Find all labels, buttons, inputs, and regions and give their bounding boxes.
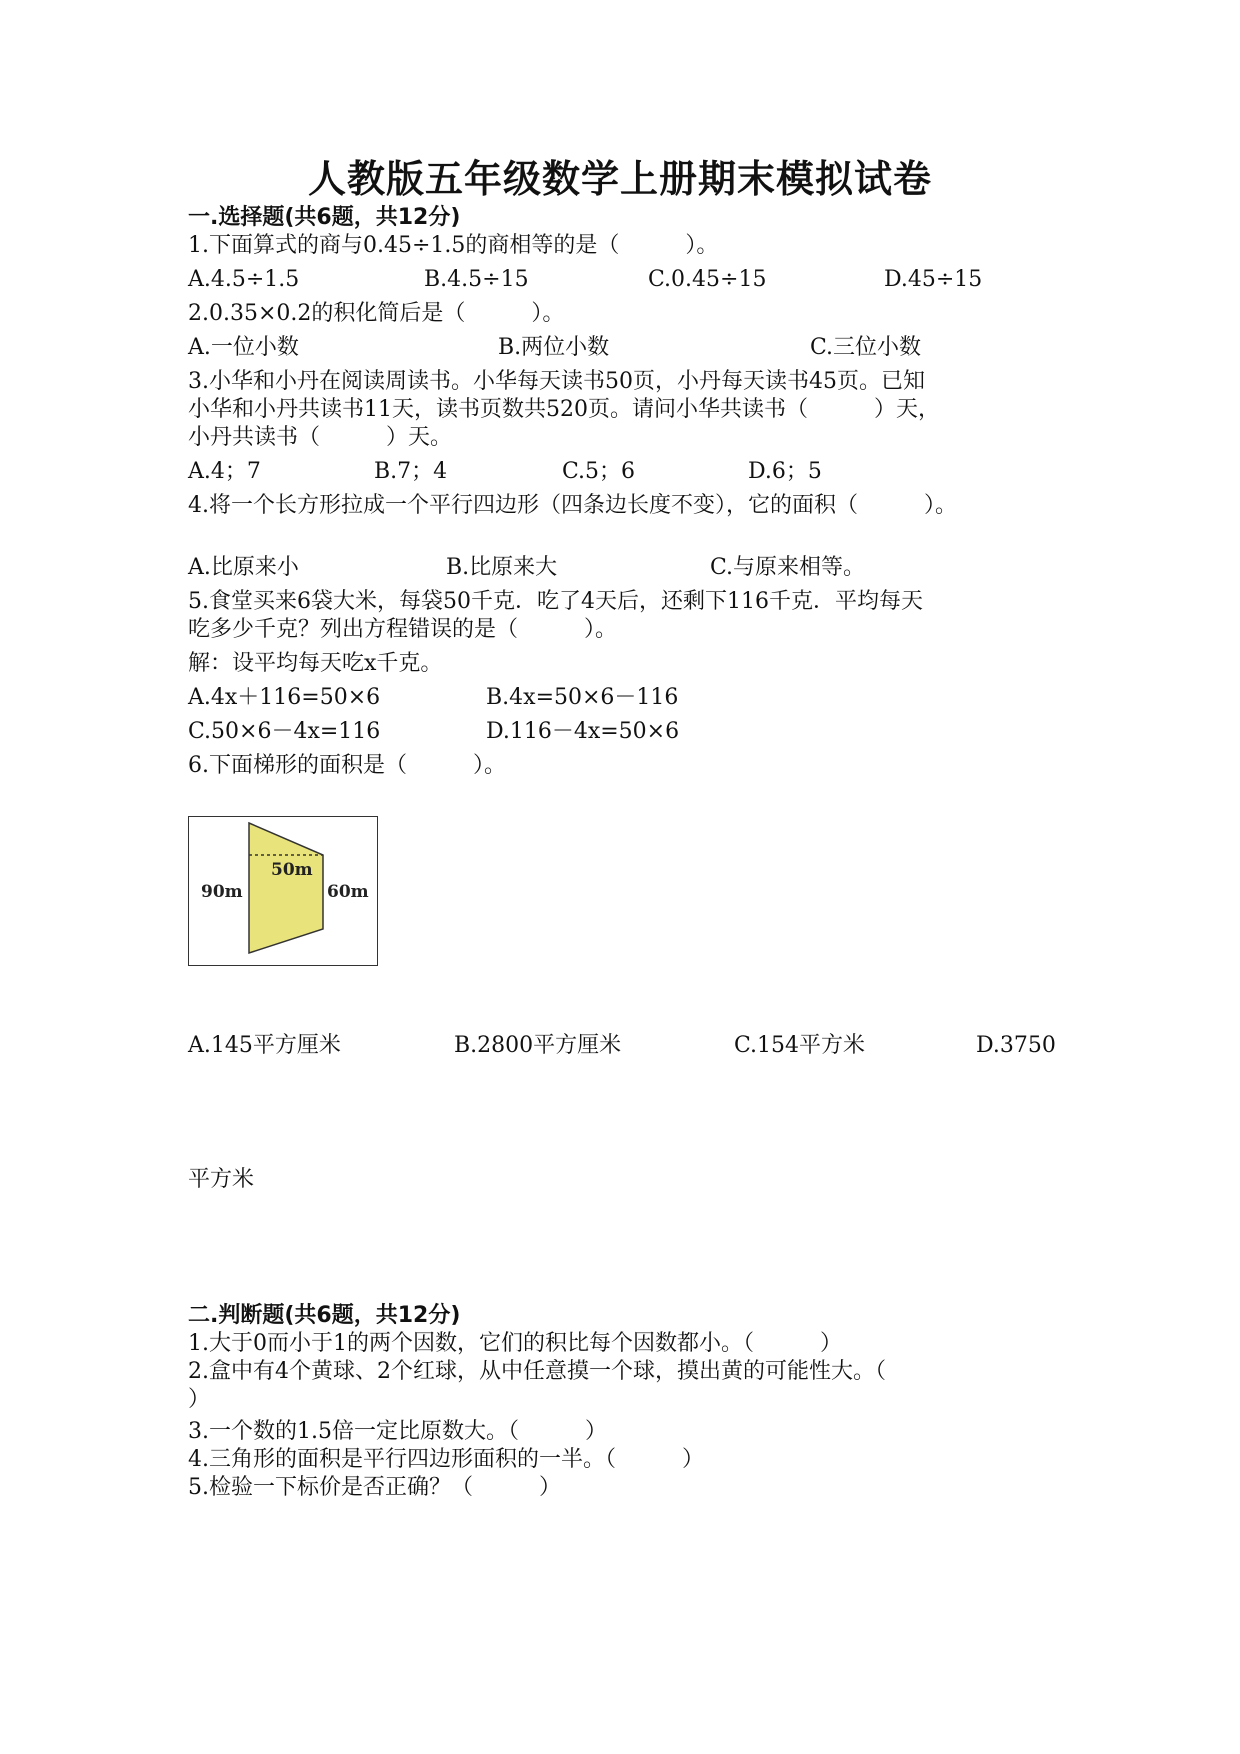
question-6-option-a: A.145平方厘米	[188, 1033, 341, 1058]
trapezoid-height-label: 50m	[271, 860, 313, 880]
question-1-option-a: A.4.5÷1.5	[188, 267, 300, 292]
question-6-option-d: D.3750	[976, 1033, 1056, 1058]
question-3-text-line-2: 小华和小丹共读书11天，读书页数共520页。请问小华共读书（ ）天，	[188, 397, 940, 422]
trapezoid-diagram	[189, 817, 377, 965]
section-heading-judgement: 二.判断题(共6题，共12分)	[188, 1303, 461, 1328]
question-5-option-c: C.50×6－4x=116	[188, 719, 381, 744]
question-1-option-d: D.45÷15	[884, 267, 983, 292]
judgement-2-text-wrap: ）	[188, 1387, 211, 1412]
question-2-text: 2.0.35×0.2的积化简后是（ ）。	[188, 301, 565, 326]
trapezoid-left-label: 90m	[201, 882, 243, 902]
question-2-option-b: B.两位小数	[498, 335, 610, 360]
judgement-2-text: 2.盒中有4个黄球、2个红球，从中任意摸一个球，摸出黄的可能性大。（	[188, 1359, 886, 1384]
judgement-5-text: 5.检验一下标价是否正确？（ ）	[188, 1475, 561, 1500]
question-3-option-d: D.6；5	[748, 459, 822, 484]
question-4-text: 4.将一个长方形拉成一个平行四边形（四条边长度不变），它的面积（ ）。	[188, 493, 957, 518]
question-5-option-a: A.4x＋116=50×6	[188, 685, 381, 710]
question-6-text: 6.下面梯形的面积是（ ）。	[188, 753, 506, 778]
trapezoid-figure	[188, 816, 378, 966]
question-3-option-c: C.5；6	[562, 459, 636, 484]
question-2-option-c: C.三位小数	[810, 335, 922, 360]
question-1-option-c: C.0.45÷15	[648, 267, 767, 292]
question-3-option-b: B.7；4	[374, 459, 448, 484]
question-2-option-a: A.一位小数	[188, 335, 299, 360]
judgement-3-text: 3.一个数的1.5倍一定比原数大。（ ）	[188, 1419, 607, 1444]
trapezoid-shape	[249, 823, 323, 953]
judgement-1-text: 1.大于0而小于1的两个因数，它们的积比每个因数都小。（ ）	[188, 1331, 842, 1356]
question-6-option-d-continuation: 平方米	[188, 1167, 255, 1192]
question-4-option-a: A.比原来小	[188, 555, 299, 580]
question-1-option-b: B.4.5÷15	[424, 267, 529, 292]
question-1-text: 1.下面算式的商与0.45÷1.5的商相等的是（ ）。	[188, 233, 719, 258]
question-6-option-c: C.154平方米	[734, 1033, 866, 1058]
question-5-text-line-1: 5.食堂买来6袋大米，每袋50千克．吃了4天后，还剩下116千克．平均每天	[188, 589, 923, 614]
question-5-option-d: D.116－4x=50×6	[486, 719, 680, 744]
question-4-option-c: C.与原来相等。	[710, 555, 866, 580]
question-5-option-b: B.4x=50×6－116	[486, 685, 679, 710]
question-4-option-b: B.比原来大	[446, 555, 558, 580]
trapezoid-right-label: 60m	[327, 882, 369, 902]
judgement-4-text: 4.三角形的面积是平行四边形面积的一半。（ ）	[188, 1447, 704, 1472]
question-3-option-a: A.4；7	[188, 459, 261, 484]
section-heading-choice: 一.选择题(共6题，共12分)	[188, 205, 461, 230]
question-6-option-b: B.2800平方厘米	[454, 1033, 622, 1058]
question-3-text-line-1: 3.小华和小丹在阅读周读书。小华每天读书50页，小丹每天读书45页。已知	[188, 369, 925, 394]
question-5-solution-line: 解：设平均每天吃x千克。	[188, 651, 443, 676]
question-3-text-line-3: 小丹共读书（ ）天。	[188, 425, 453, 450]
question-5-text-line-2: 吃多少千克？列出方程错误的是（ ）。	[188, 617, 618, 642]
page-title: 人教版五年级数学上册期末模拟试卷	[307, 157, 932, 201]
